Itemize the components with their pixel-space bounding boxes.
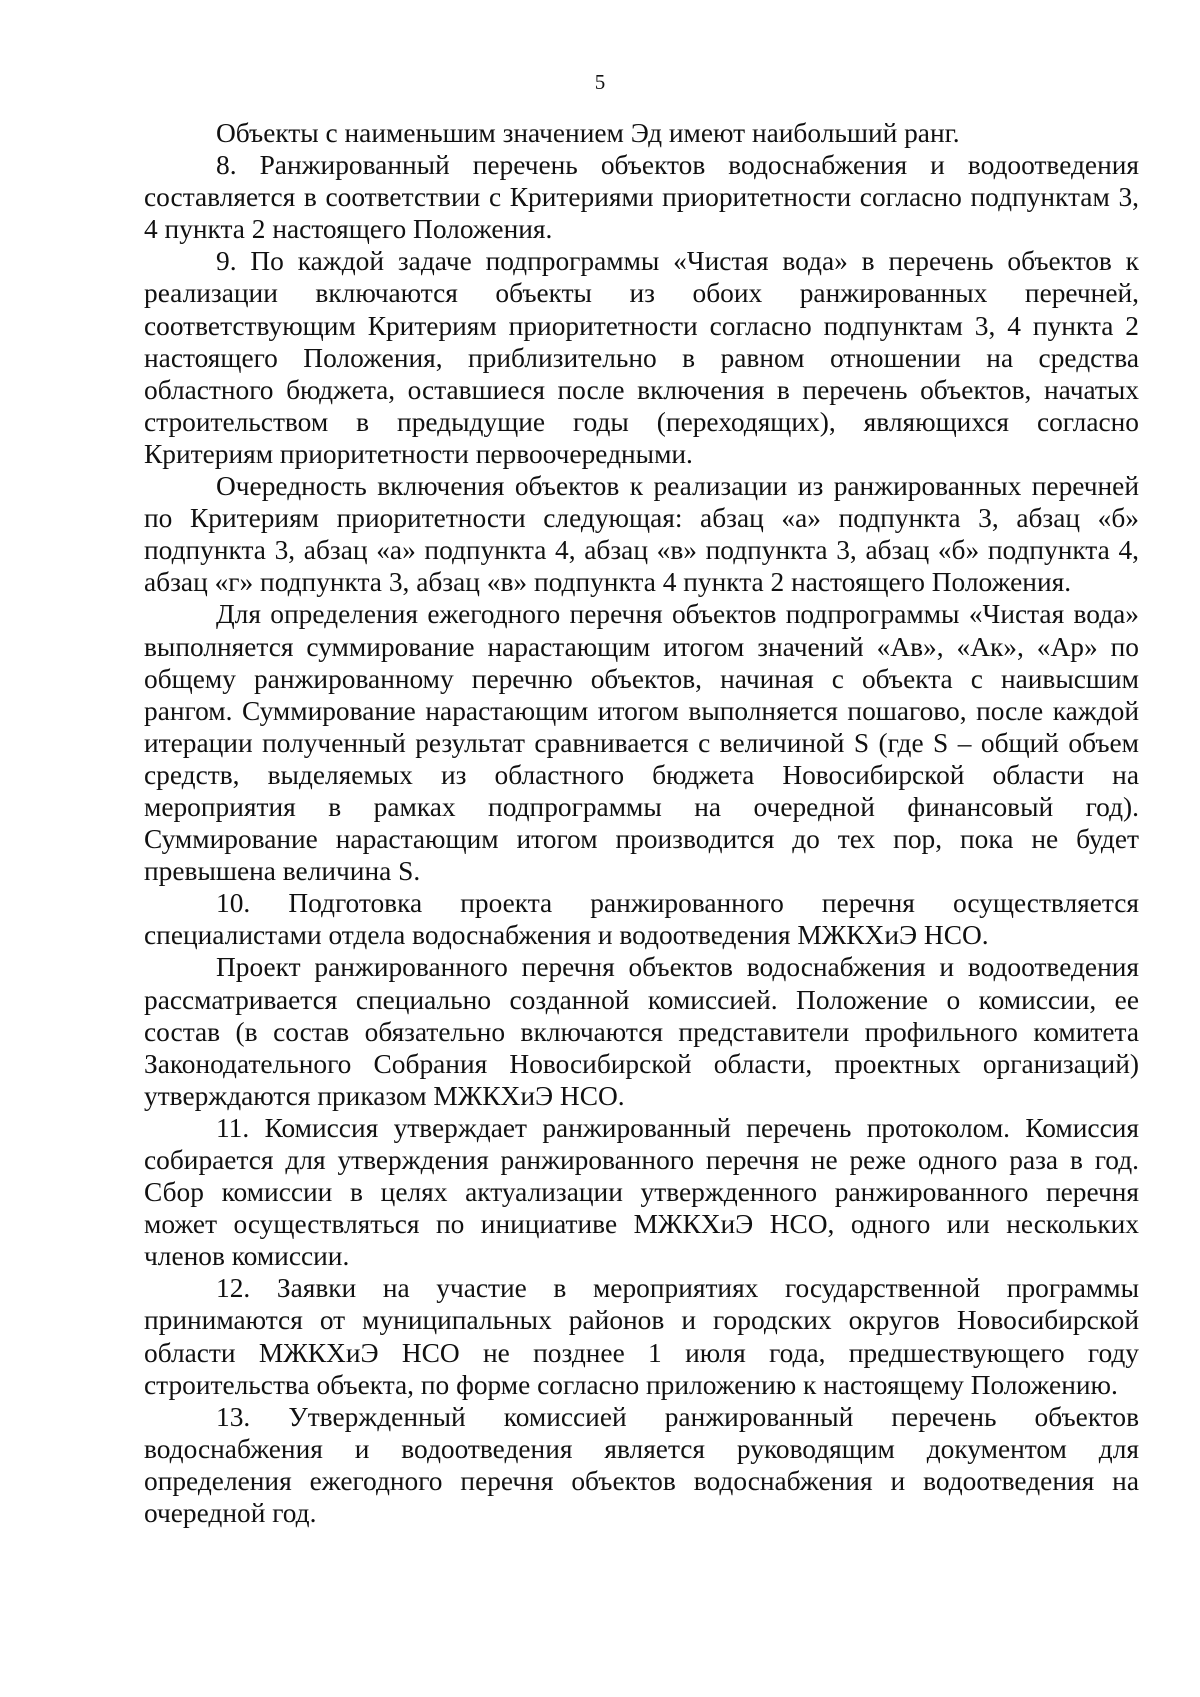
paragraph-commission-review: Проект ранжированного перечня объектов водоснабжения и водоотведения рассматривается специально созданной комиссией. Положение о комиссии, ее состав (в состав обязательно включаются представители профильного комитета Законодательного Собрания Новосибирской области, проектных организаций) утверждаются приказом МЖКХиЭ НСО. bbox=[144, 952, 1139, 1111]
paragraph-item-12: 12. Заявки на участие в мероприятиях государственной программы принимаются от муниципальных районов и городских округов Новосибирской области МЖКХиЭ НСО не позднее 1 июля года, предшествующего году строительства объекта, по форме согласно приложению к настоящему Положению. bbox=[144, 1273, 1139, 1400]
paragraph-item-11: 11. Комиссия утверждает ранжированный перечень протоколом. Комиссия собирается для утверждения ранжированного перечня не реже одного раза в год. Сбор комиссии в целях актуализации утвержденного ранжированного перечня может осуществляться по инициативе МЖКХиЭ НСО, одного или нескольких членов комиссии. bbox=[144, 1112, 1139, 1272]
paragraph-rank-note: Объекты с наименьшим значением Эд имеют наибольший ранг. bbox=[216, 118, 960, 148]
paragraph-item-10: 10. Подготовка проекта ранжированного перечня осуществляется специалистами отдела водоснабжения и водоотведения МЖКХиЭ НСО. bbox=[144, 888, 1139, 951]
paragraph-item-9: 9. По каждой задаче подпрограммы «Чистая вода» в перечень объектов к реализации включаются объекты из обоих ранжированных перечней, соответствующим Критериям приоритетности согласно подпунктам 3, 4 пункта 2 настоящего Положения, приблизительно в равном отношении на средства областного бюджета, оставшиеся после включения в перечень объектов, начатых строительством в предыдущие годы (переходящих), являющихся согласно Критериям приоритетности первоочередными. bbox=[144, 246, 1139, 469]
paragraph-item-13: 13. Утвержденный комиссией ранжированный перечень объектов водоснабжения и водоотведения является руководящим документом для определения ежегодного перечня объектов водоснабжения и водоотведения на очередной год. bbox=[144, 1401, 1139, 1529]
paragraph-item-8: 8. Ранжированный перечень объектов водоснабжения и водоотведения составляется в соответствии с Критериями приоритетности согласно подпунктам 3, 4 пункта 2 настоящего Положения. bbox=[144, 150, 1139, 245]
paragraph-annual-list-summation: Для определения ежегодного перечня объектов подпрограммы «Чистая вода» выполняется суммирование нарастающим итогом значений «Ав», «Ак», «Ар» по общему ранжированному перечню объектов, начиная с объекта с наивысшим рангом. Суммирование нарастающим итогом выполняется пошагово, после каждой итерации полученный результат сравнивается с величиной S (где S – общий объем средств, выделяемых из областного бюджета Новосибирской области на мероприятия в рамках подпрограммы на очередной финансовый год). Суммирование нарастающим итогом производится до тех пор, пока не будет превышена величина S. bbox=[144, 599, 1139, 887]
page-number: 5 bbox=[594, 70, 606, 94]
document-body bbox=[144, 117, 1139, 1529]
paragraph-inclusion-order: Очередность включения объектов к реализации из ранжированных перечней по Критериям приоритетности следующая: абзац «а» подпункта 3, абзац «б» подпункта 3, абзац «а» подпункта 4, абзац «в» подпункта 3, абзац «б» подпункта 4, абзац «г» подпункта 3, абзац «в» подпункта 4 пункта 2 настоящего Положения. bbox=[144, 471, 1139, 598]
